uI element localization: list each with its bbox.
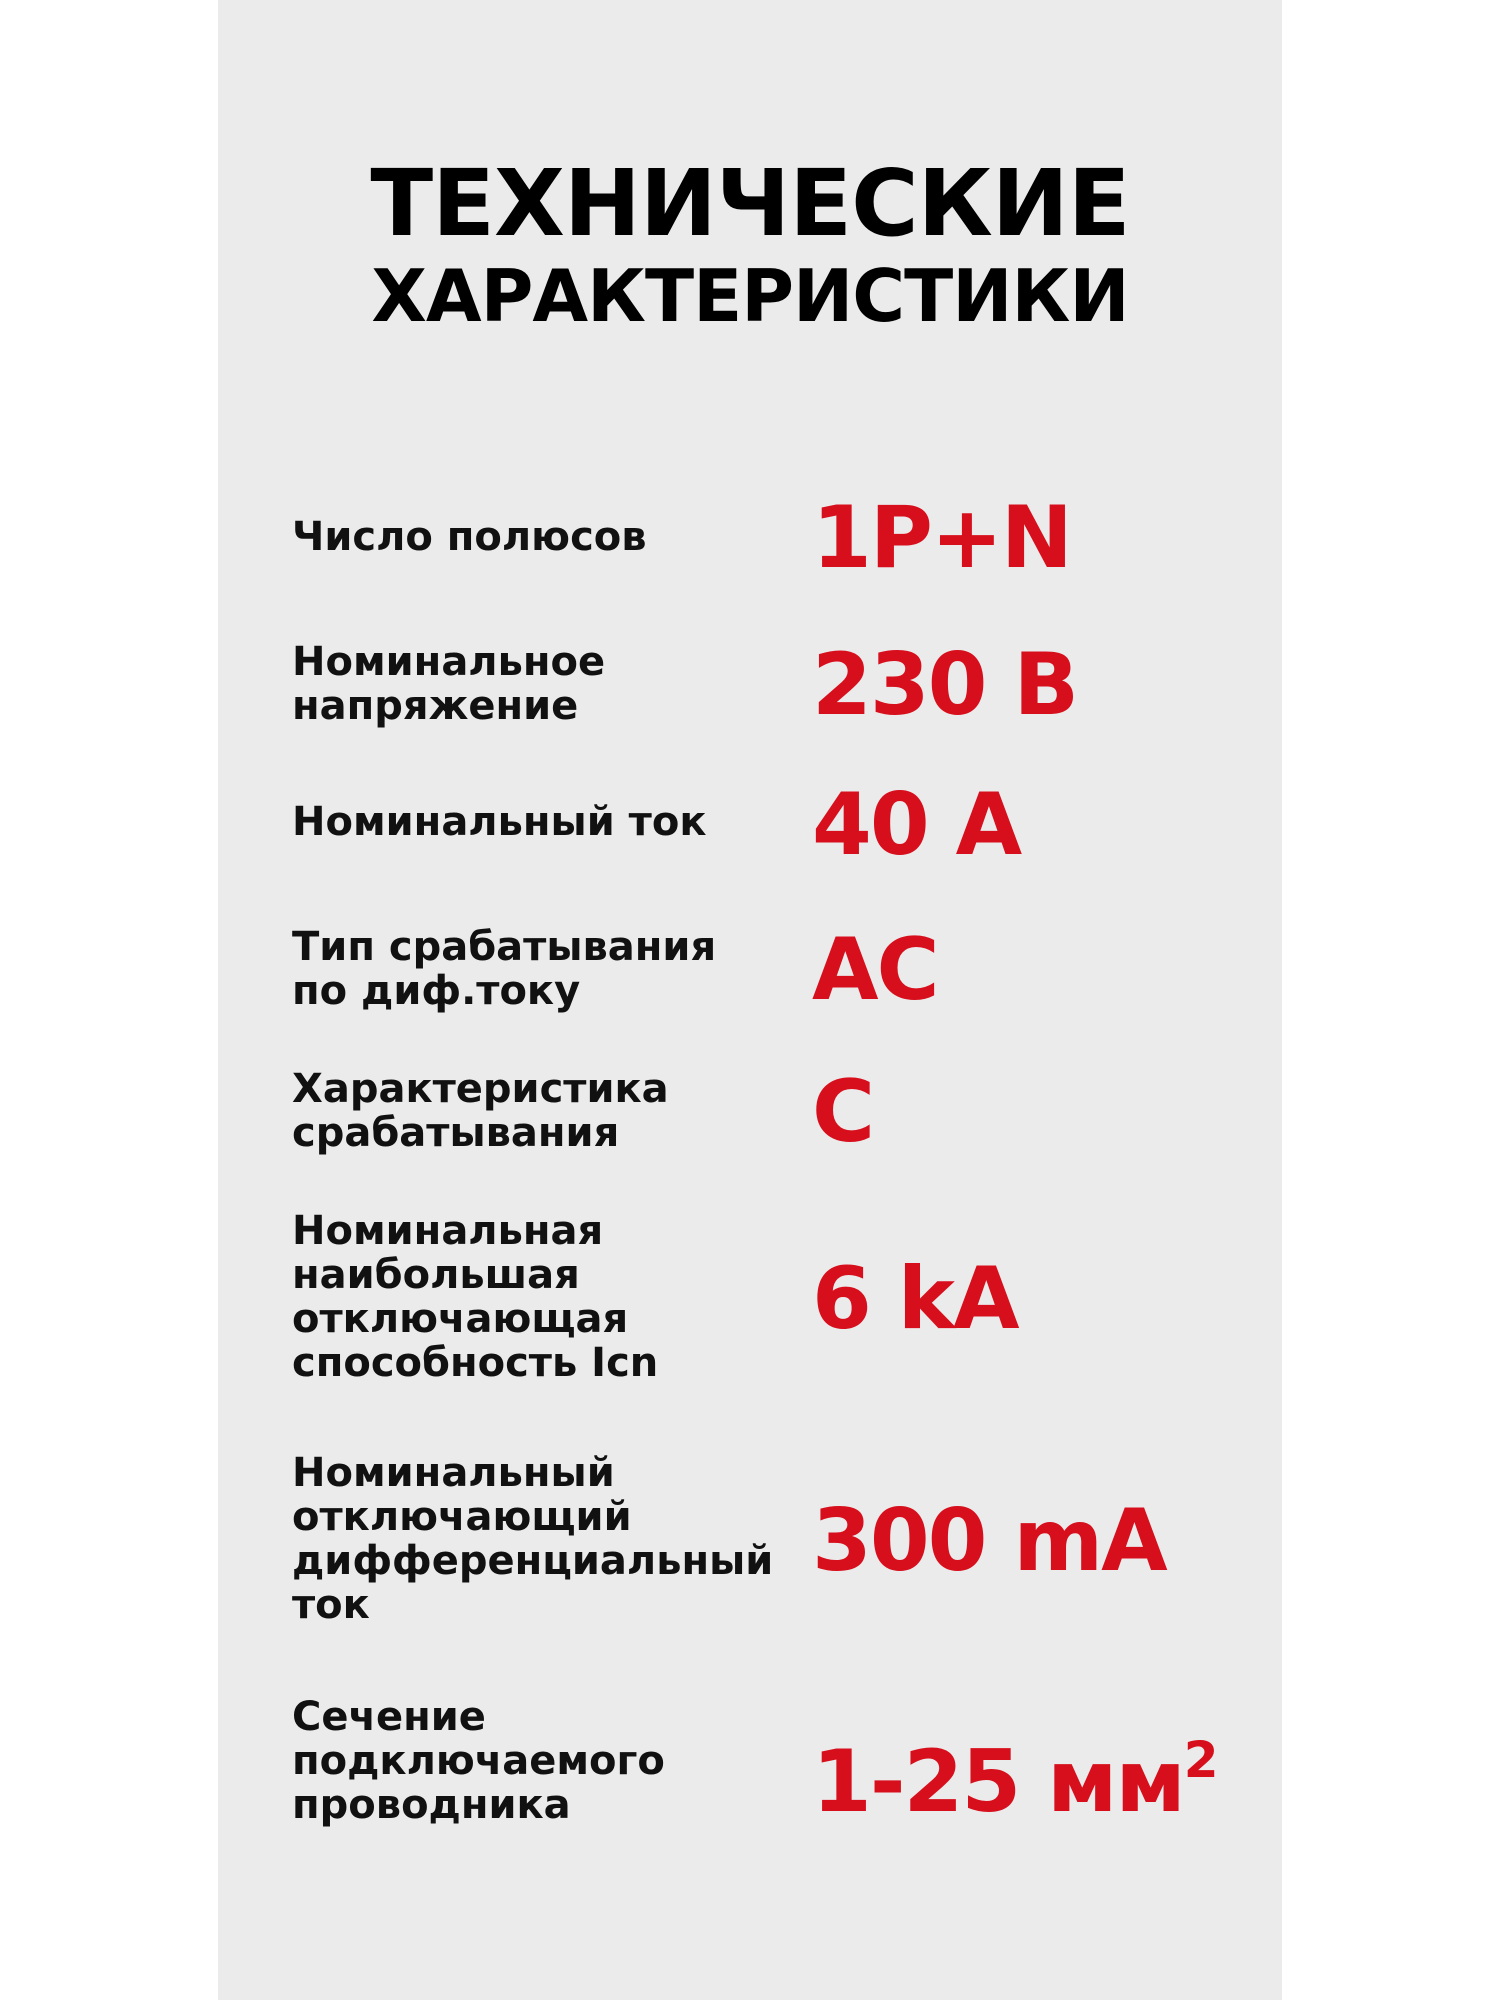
spec-value: 300 mA bbox=[812, 1491, 1166, 1591]
page-title-line-2: ХАРАКТЕРИСТИКИ bbox=[371, 254, 1129, 338]
spec-label: Номинальный ток bbox=[292, 799, 707, 845]
spec-label: Тип срабатывания по диф.току bbox=[292, 924, 717, 1014]
spec-value bbox=[812, 1731, 1217, 1832]
spec-label: Сечение подключаемого проводника bbox=[292, 1694, 665, 1828]
superscript: 2 bbox=[1183, 1731, 1217, 1789]
spec-value: 230 В bbox=[812, 635, 1078, 735]
spec-value-text: 1-25 мм bbox=[812, 1732, 1184, 1832]
page-title-line-1: ТЕХНИЧЕСКИЕ bbox=[370, 150, 1130, 257]
spec-value: АС bbox=[812, 920, 938, 1020]
spec-value: 1P+N bbox=[812, 488, 1071, 588]
spec-label: Число полюсов bbox=[292, 514, 647, 560]
spec-label: Характеристика срабатывания bbox=[292, 1066, 669, 1156]
spec-value: 6 kA bbox=[812, 1249, 1018, 1349]
spec-label: Номинальная наибольшая отключающая способность Icn bbox=[292, 1208, 659, 1386]
spec-value: 40 А bbox=[812, 775, 1021, 875]
spec-label: Номинальный отключающий дифференциальный ток bbox=[292, 1450, 774, 1628]
spec-label: Номинальное напряжение bbox=[292, 639, 606, 729]
spec-value: С bbox=[812, 1062, 874, 1162]
